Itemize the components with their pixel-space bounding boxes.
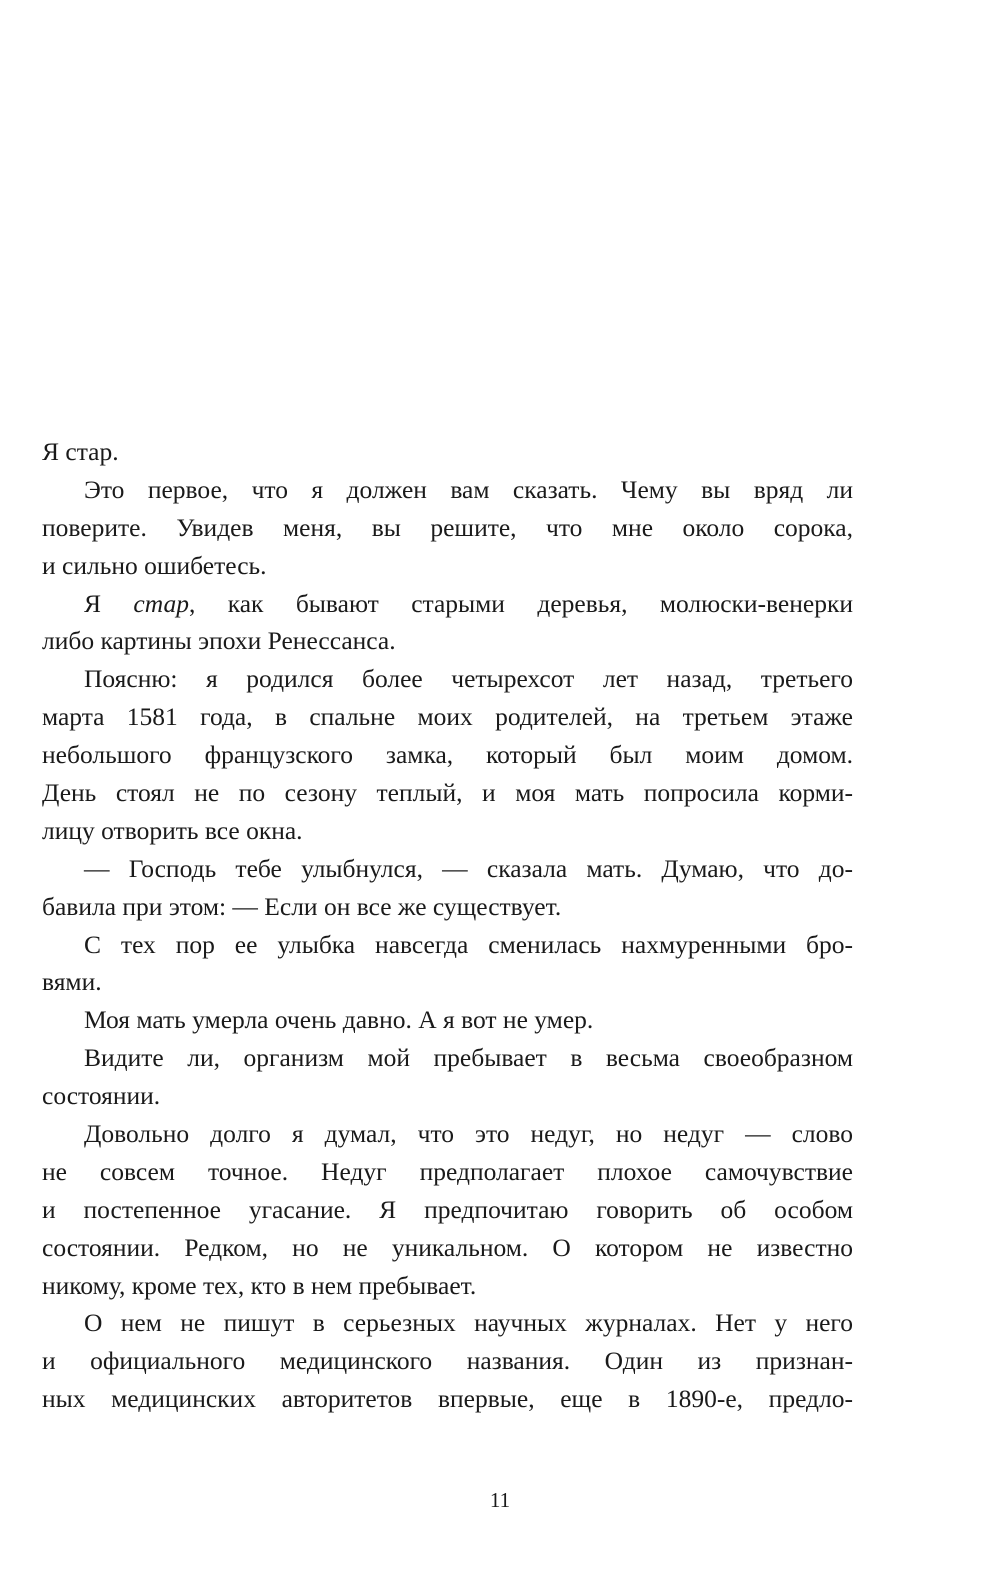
- text-line: и официального медицинского названия. Один из признан-: [42, 1346, 853, 1376]
- text-line: Видите ли, организм мой пребывает в весьма своеобразном: [84, 1043, 853, 1073]
- text-line: марта 1581 года, в спальне моих родителей, на третьем этаже: [42, 702, 853, 732]
- text-line: Это первое, что я должен вам сказать. Чему вы вряд ли: [84, 474, 853, 504]
- text-line: Моя мать умерла очень давно. А я вот не умер.: [84, 1005, 594, 1035]
- text-line: О нем не пишут в серьезных научных журналах. Нет у него: [84, 1308, 853, 1338]
- text-line: бавила при этом: — Если он все же существует.: [42, 891, 562, 921]
- text-line: вями.: [42, 967, 102, 997]
- text-line: состоянии. Редком, но не уникальном. О котором не известно: [42, 1232, 853, 1262]
- emphasized-word: стар: [133, 588, 189, 618]
- text-line: либо картины эпохи Ренессанса.: [42, 626, 396, 656]
- page-number: 11: [489, 1488, 511, 1512]
- text-line: [42, 585, 853, 623]
- text-line: и сильно ошибетесь.: [42, 550, 267, 580]
- text-line: Довольно долго я думал, что это недуг, но недуг — слово: [84, 1119, 853, 1149]
- text-segment: Я: [84, 588, 134, 618]
- text-line: не совсем точное. Недуг предполагает плохое самочувствие: [42, 1156, 853, 1186]
- text-line: небольшого французского замка, который был моим домом.: [42, 740, 853, 770]
- text-line: лицу отворить все окна.: [42, 815, 303, 845]
- text-line: День стоял не по сезону теплый, и моя мать попросила корми-: [42, 778, 853, 808]
- text-line: поверите. Увидев меня, вы решите, что мне около сорока,: [42, 512, 853, 542]
- text-line: ных медицинских авторитетов впервые, еще в 1890-е, предло-: [42, 1384, 853, 1414]
- text-line: С тех пор ее улыбка навсегда сменилась нахмуренными бро-: [84, 929, 853, 959]
- text-line: — Господь тебе улыбнулся, — сказала мать. Думаю, что до-: [84, 853, 853, 883]
- text-segment: , как бывают старыми деревья, молюски-венерки: [188, 588, 853, 618]
- text-line: состоянии.: [42, 1081, 161, 1111]
- page-body-text: [42, 433, 853, 1418]
- text-line: и постепенное угасание. Я предпочитаю говорить об особом: [42, 1194, 853, 1224]
- text-line: Я стар.: [42, 437, 119, 466]
- text-line: Поясню: я родился более четырехсот лет назад, третьего: [84, 664, 853, 694]
- text-line: никому, кроме тех, кто в нем пребывает.: [42, 1270, 477, 1300]
